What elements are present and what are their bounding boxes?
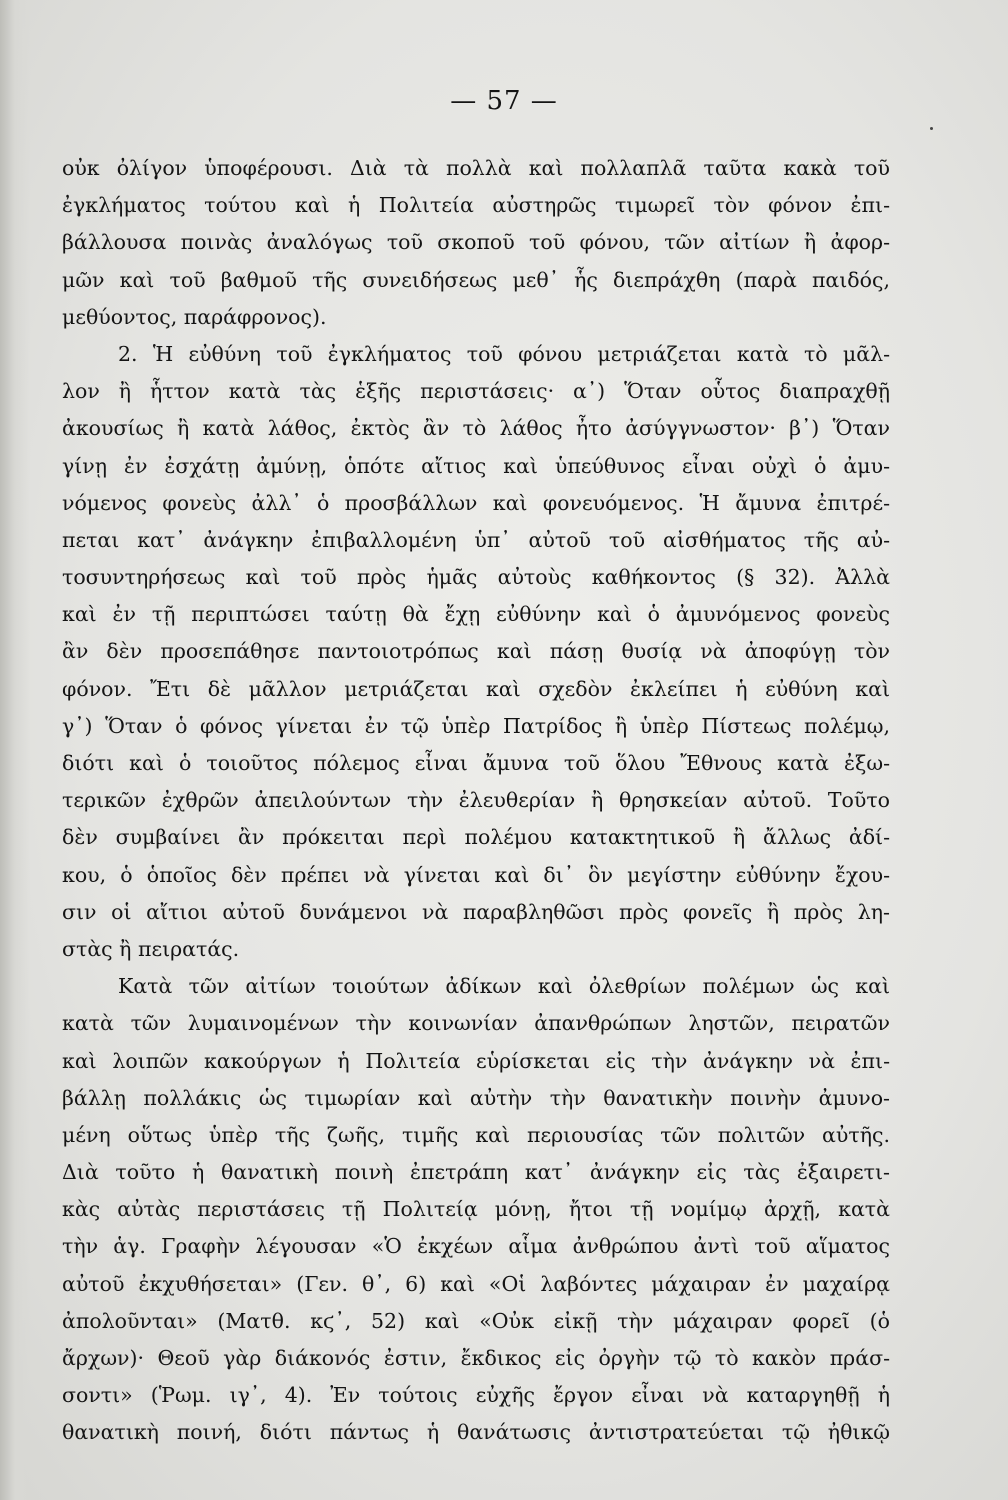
text-line: ἀπολοῦνται» (Ματθ. κϛ᾽, 52) καὶ «Οὐκ εἰκῇ τὴν μάχαιραν φορεῖ (ὁ [62,1308,890,1333]
text-line: φόνον. Ἔτι δὲ μᾶλλον μετριάζεται καὶ σχεδὸν ἐκλείπει ἡ εὐθύνη καὶ [62,676,890,701]
text-line: μῶν καὶ τοῦ βαθμοῦ τῆς συνειδήσεως μεθ᾽ ἧς διεπράχθη (παρὰ παιδός, [62,267,890,292]
paragraph-start-line: 2. Ἡ εὐθύνη τοῦ ἐγκλήματος τοῦ φόνου μετριάζεται κατὰ τὸ μᾶλ- [118,341,890,366]
text-line: μένη οὕτως ὑπὲρ τῆς ζωῆς, τιμῆς καὶ περιουσίας τῶν πολιτῶν αὐτῆς. [62,1122,890,1147]
text-line: σοντι» (Ῥωμ. ιγ᾽, 4). Ἐν τούτοις εὐχῆς ἔργον εἶναι νὰ καταργηθῇ ἡ [62,1383,890,1408]
page-number: — 57 — [450,86,558,116]
body-text [62,150,890,1452]
text-line: βάλλῃ πολλάκις ὡς τιμωρίαν καὶ αὐτὴν τὴν θανατικὴν ποινὴν ἀμυνο- [62,1085,890,1110]
text-line: οὐκ ὀλίγον ὑποφέρουσι. Διὰ τὰ πολλὰ καὶ πολλαπλᾶ ταῦτα κακὰ τοῦ [62,156,890,180]
text-line: πεται κατ᾽ ἀνάγκην ἐπιβαλλομένη ὑπ᾽ αὐτοῦ τοῦ αἰσθήματος τῆς αὐ- [62,527,890,552]
text-line: λον ἢ ἧττον κατὰ τὰς ἑξῆς περιστάσεις· α᾽) Ὅταν οὗτος διαπραχθῇ [62,379,890,404]
text-line: γίνῃ ἐν ἐσχάτῃ ἀμύνῃ, ὁπότε αἴτιος καὶ ὑπεύθυνος εἶναι οὐχὶ ὁ ἀμυ- [62,453,890,478]
text-line: Διὰ τοῦτο ἡ θανατικὴ ποινὴ ἐπετράπη κατ᾽ ἀνάγκην εἰς τὰς ἐξαιρετι- [62,1160,890,1185]
text-line: αὐτοῦ ἐκχυθήσεται» (Γεν. θ᾽, 6) καὶ «Οἱ λαβόντες μάχαιραν ἐν μαχαίρᾳ [62,1271,890,1296]
text-line: κου, ὁ ὁποῖος δὲν πρέπει νὰ γίνεται καὶ δι᾽ ὃν μεγίστην εὐθύνην ἔχου- [62,862,890,887]
text-line: δὲν συμβαίνει ἂν πρόκειται περὶ πολέμου κατακτητικοῦ ἢ ἄλλως ἀδί- [62,825,890,850]
text-line: μεθύοντος, παράφρονος). [62,304,327,329]
text-line: βάλλουσα ποινὰς ἀναλόγως τοῦ σκοποῦ τοῦ φόνου, τῶν αἰτίων ἢ ἀφορ- [62,230,890,255]
text-line: διότι καὶ ὁ τοιοῦτος πόλεμος εἶναι ἄμυνα τοῦ ὅλου Ἔθνους κατὰ ἐξω- [62,751,890,775]
text-line: γ᾽) Ὅταν ὁ φόνος γίνεται ἐν τῷ ὑπὲρ Πατρίδος ἢ ὑπὲρ Πίστεως πολέμῳ, [62,713,890,738]
page-edge-shadow [0,0,30,1500]
text-line: ἂν δὲν προσεπάθησε παντοιοτρόπως καὶ πάσῃ θυσίᾳ νὰ ἀποφύγῃ τὸν [62,639,890,664]
text-line: καὶ ἐν τῇ περιπτώσει ταύτῃ θὰ ἔχῃ εὐθύνην καὶ ὁ ἀμυνόμενος φονεὺς [62,602,890,627]
text-line: καὶ λοιπῶν κακούργων ἡ Πολιτεία εὑρίσκεται εἰς τὴν ἀνάγκην νὰ ἐπι- [62,1048,890,1073]
print-speck [930,127,933,130]
text-line: ἀκουσίως ἢ κατὰ λάθος, ἐκτὸς ἂν τὸ λάθος ἦτο ἀσύγγνωστον· β᾽) Ὅταν [62,416,890,441]
text-line: στὰς ἢ πειρατάς. [62,936,240,961]
text-line: κὰς αὐτὰς περιστάσεις τῇ Πολιτείᾳ μόνῃ, ἤτοι τῇ νομίμῳ ἀρχῇ, κατὰ [62,1197,890,1222]
text-line: ἐγκλήματος τούτου καὶ ἡ Πολιτεία αὐστηρῶς τιμωρεῖ τὸν φόνον ἐπι- [62,193,890,218]
text-line: τὴν ἁγ. Γραφὴν λέγουσαν «Ὁ ἐκχέων αἷμα ἀνθρώπου ἀντὶ τοῦ αἵματος [62,1234,890,1259]
text-line: θανατικὴ ποινή, διότι πάντως ἡ θανάτωσις ἀντιστρατεύεται τῷ ἠθικῷ [62,1420,890,1445]
text-line: τερικῶν ἐχθρῶν ἀπειλούντων τὴν ἐλευθερίαν ἢ θρησκείαν αὐτοῦ. Τοῦτο [62,788,890,813]
text-line: σιν οἱ αἴτιοι αὐτοῦ δυνάμενοι νὰ παραβληθῶσι πρὸς φονεῖς ἢ πρὸς λη- [62,899,890,924]
text-line: νόμενος φονεὺς ἀλλ᾽ ὁ προσβάλλων καὶ φονευόμενος. Ἡ ἄμυνα ἐπιτρέ- [62,490,890,515]
text-line: ἄρχων)· Θεοῦ γὰρ διάκονός ἐστιν, ἔκδικος εἰς ὀργὴν τῷ τὸ κακὸν πράσ- [62,1346,890,1370]
paragraph-start-line: Κατὰ τῶν αἰτίων τοιούτων ἀδίκων καὶ ὀλεθρίων πολέμων ὡς καὶ [118,974,890,999]
text-line: κατὰ τῶν λυμαινομένων τὴν κοινωνίαν ἀπανθρώπων ληστῶν, πειρατῶν [62,1011,890,1036]
text-line: τοσυντηρήσεως καὶ τοῦ πρὸς ἡμᾶς αὐτοὺς καθήκοντος (§ 32). Ἀλλὰ [62,565,890,590]
